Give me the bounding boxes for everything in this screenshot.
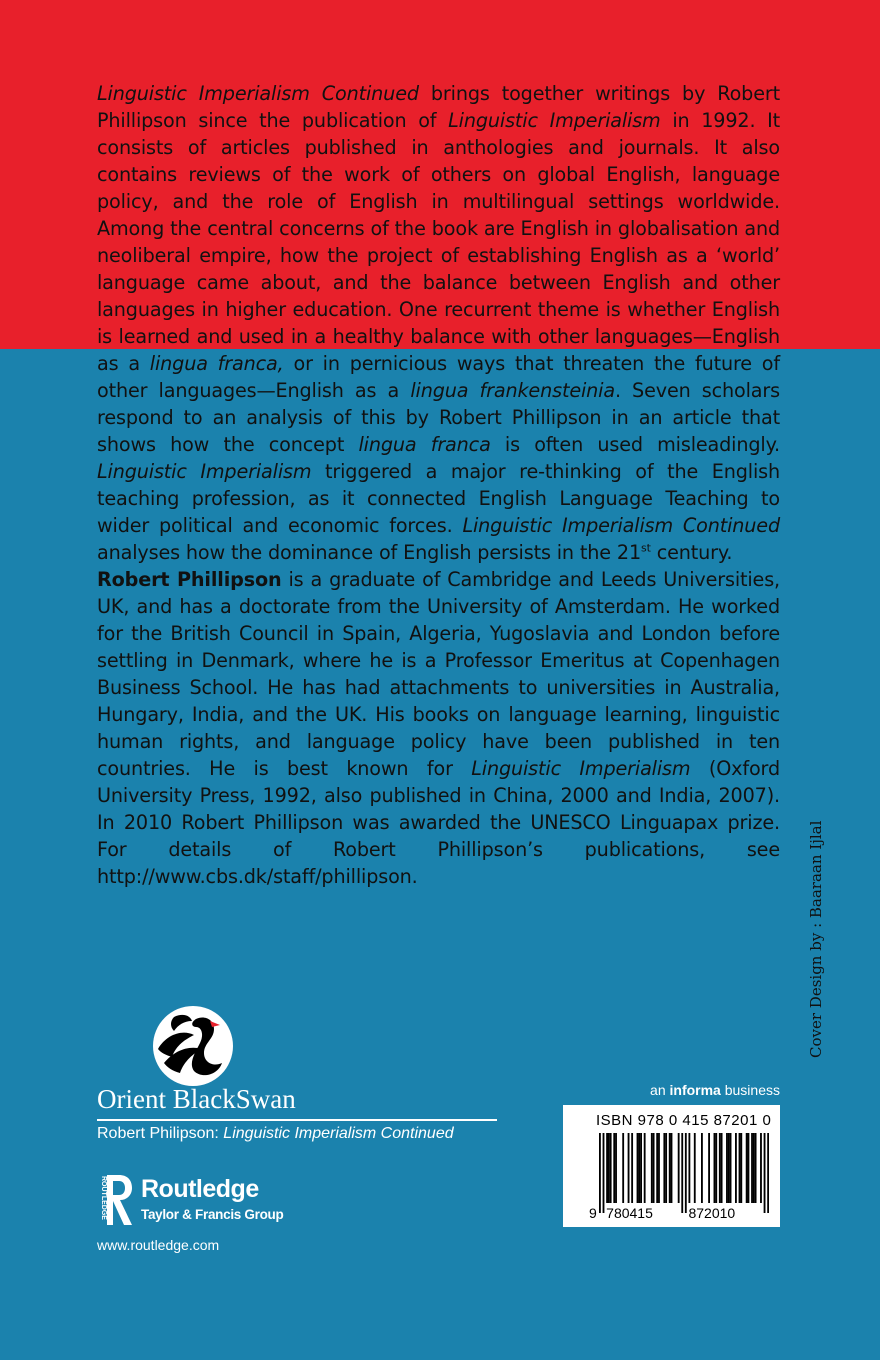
- barcode-bar: [721, 1133, 723, 1203]
- barcode-bar: [728, 1133, 730, 1203]
- barcode-bar: [651, 1133, 653, 1203]
- barcode-digits: 780415: [606, 1205, 653, 1220]
- barcode-bar: [637, 1133, 639, 1203]
- barcode-panel: [563, 1105, 780, 1227]
- author-bio: [97, 566, 780, 890]
- barcode-bar: [715, 1133, 717, 1203]
- barcode-bar: [714, 1133, 716, 1203]
- routledge-group: Taylor & Francis Group: [141, 1207, 284, 1222]
- routledge-name: Routledge: [141, 1175, 259, 1203]
- barcode-bar: [746, 1133, 748, 1203]
- barcode-bar: [663, 1133, 665, 1203]
- term-emphasis: lingua franca,: [149, 352, 284, 375]
- author-name: Robert Phillipson: [97, 568, 282, 591]
- barcode-bar: [735, 1133, 737, 1203]
- orient-blackswan-logo: [152, 1005, 234, 1087]
- cover-design-credit: Cover Design by : Baaraan Ijlal: [807, 820, 825, 1058]
- informa-brand: informa: [669, 1082, 721, 1098]
- barcode-bar: [656, 1133, 658, 1203]
- barcode-bar: [751, 1133, 753, 1203]
- barcode-bar: [622, 1133, 624, 1203]
- publisher-divider: [97, 1119, 497, 1121]
- barcode-bar: [644, 1133, 646, 1203]
- barcode-bar: [665, 1133, 667, 1203]
- informa-suffix: business: [720, 1082, 780, 1098]
- description-text: or in pernicious ways that threaten the future of other languages—English as a: [97, 352, 780, 402]
- publisher-website: www.routledge.com: [97, 1237, 220, 1253]
- barcode-digits: 9: [589, 1205, 597, 1220]
- publisher-name: Orient BlackSwan: [97, 1084, 296, 1114]
- barcode-bar: [719, 1133, 721, 1203]
- barcode-bar: [701, 1133, 703, 1203]
- book-title-emphasis: Linguistic Imperialism: [471, 757, 691, 780]
- book-title-emphasis: Linguistic Imperialism: [448, 109, 661, 132]
- barcode-bar: [753, 1133, 755, 1203]
- description-text: century.: [650, 541, 733, 564]
- barcode-bar: [685, 1133, 687, 1213]
- barcode-bar: [638, 1133, 640, 1203]
- ordinal-suffix: st: [641, 541, 651, 555]
- term-emphasis: lingua franca: [358, 433, 491, 456]
- isbn-barcode: [589, 1133, 769, 1220]
- barcode-bar: [599, 1133, 601, 1213]
- barcode-bar: [615, 1133, 617, 1203]
- barcode-bar: [606, 1133, 608, 1203]
- barcode-bar: [678, 1133, 680, 1203]
- bio-text: (Oxford University Press, 1992, also published in China, 2000 and India, 2007). In 2010 Robert Phillipson was awarded the UNESCO Linguapax prize. For details of Robert Phillipson’s publications, see http://www.cbs.dk/staff/phillipson.: [97, 757, 780, 888]
- book-title: Linguistic Imperialism Continued: [223, 1125, 454, 1142]
- description-text: . Seven scholars respond to an analysis of this by Robert Phillipson in an article that shows how the concept: [97, 379, 780, 456]
- barcode-bar: [694, 1133, 696, 1203]
- routledge-vertical-text: ROUTLEDGE: [100, 1176, 107, 1220]
- barcode-bar: [730, 1133, 732, 1203]
- bio-text: is a graduate of Cambridge and Leeds Universities, UK, and has a doctorate from the University of Amsterdam. He worked for the British Council in Spain, Algeria, Yugoslavia and London before settling in Denmark, where he is a Professor Emeritus at Copenhagen Business School. He has had attachments to universities in Australia, Hungary, India, and the UK. His books on language learning, linguistic human rights, and language policy have been published in ten countries. He is best known for: [97, 568, 780, 780]
- barcode-bar: [640, 1133, 642, 1203]
- barcode-bar: [764, 1133, 766, 1213]
- barcode-bar: [631, 1133, 633, 1203]
- book-title-emphasis: Linguistic Imperialism Continued: [97, 82, 419, 105]
- informa-prefix: an: [650, 1082, 670, 1098]
- barcode-bar: [613, 1133, 615, 1203]
- term-emphasis: lingua frankensteinia: [410, 379, 615, 402]
- book-credit-line: [97, 1125, 454, 1143]
- barcode-bar: [681, 1133, 683, 1213]
- barcode-bar: [748, 1133, 750, 1203]
- barcode-bar: [767, 1133, 769, 1213]
- description-text: is often used misleadingly.: [490, 433, 780, 456]
- barcode-bar: [755, 1133, 757, 1203]
- description-text: in 1992. It consists of articles published in anthologies and journals. It also contains reviews of the work of others on global English, language policy, and the role of English in multilingual settings worldwide. Among the central concerns of the book are English in globalisation and neoliberal empire, how the project of establishing English as a ‘world’ language came about, and the balance between English and other languages in higher education. One recurrent theme is whether English is learned and used in a healthy balance with other languages—English as a: [97, 109, 781, 375]
- barcode-bar: [669, 1133, 671, 1203]
- informa-business-label: [640, 1082, 780, 1098]
- barcode-bar: [740, 1133, 742, 1203]
- barcode-digits: 872010: [688, 1205, 736, 1220]
- description-text: triggered a major re-thinking of the English teaching profession, as it connected English Language Teaching to wider political and economic forces.: [97, 460, 780, 537]
- barcode-bar: [653, 1133, 655, 1203]
- barcode-bar: [739, 1133, 741, 1203]
- description-text: brings together writings by Robert Phillipson since the publication of: [97, 82, 780, 132]
- barcode-bar: [760, 1133, 762, 1203]
- book-title-emphasis: Linguistic Imperialism: [97, 460, 312, 483]
- barcode-bar: [726, 1133, 728, 1203]
- isbn-number: ISBN 978 0 415 87201 0: [596, 1112, 772, 1129]
- barcode-bar: [610, 1133, 612, 1203]
- barcode-bar: [628, 1133, 630, 1203]
- book-title-emphasis: Linguistic Imperialism Continued: [462, 514, 780, 537]
- barcode-bar: [688, 1133, 690, 1203]
- barcode-bar: [708, 1133, 710, 1203]
- barcode-bar: [658, 1133, 660, 1203]
- barcode-bar: [603, 1133, 605, 1213]
- book-description: [97, 80, 780, 566]
- barcode-bar: [608, 1133, 610, 1203]
- routledge-logo: [95, 1172, 135, 1230]
- author-label: Robert Philipson:: [97, 1125, 224, 1142]
- description-text: analyses how the dominance of English persists in the 21: [97, 541, 641, 564]
- barcode-bar: [671, 1133, 673, 1203]
